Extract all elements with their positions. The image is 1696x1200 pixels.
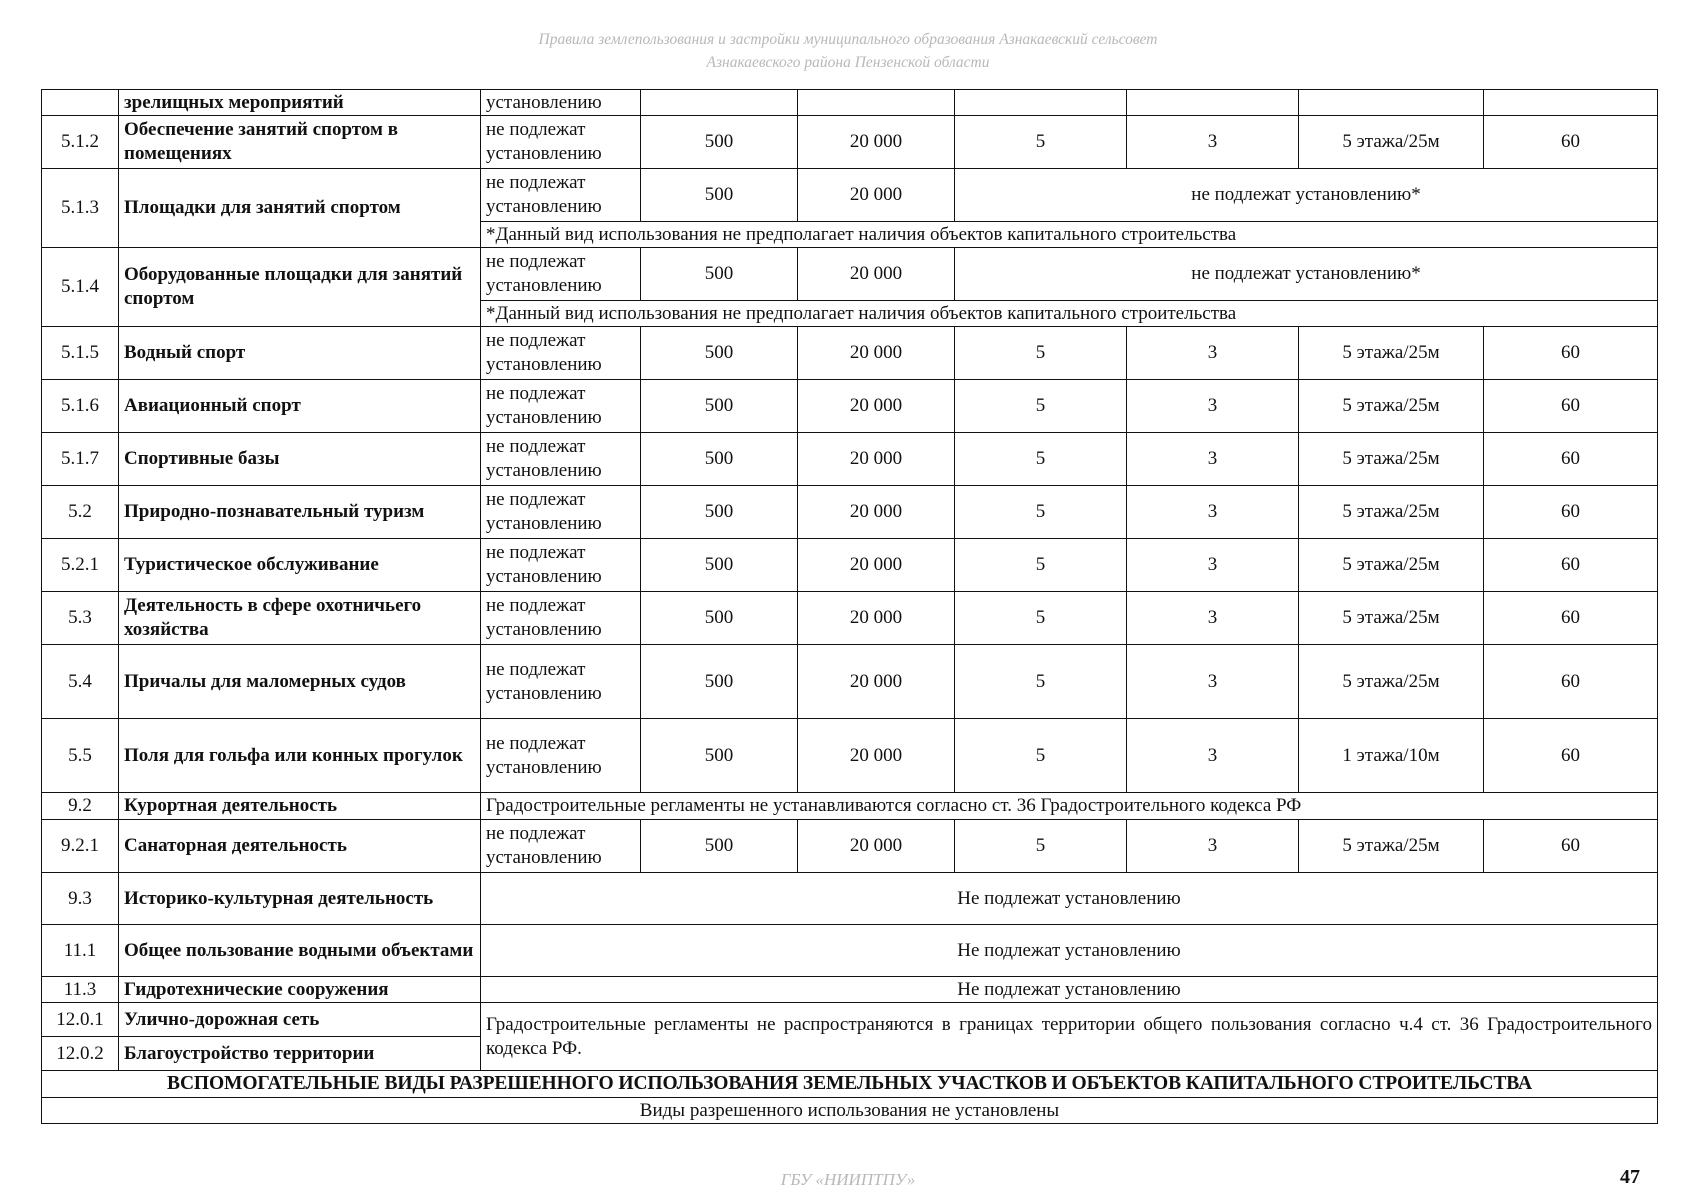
header-line-1: Правила землепользования и застройки муниципального образования Азнакаевский сельсовет xyxy=(538,31,1158,48)
footnote-cell: *Данный вид использования не предполагает наличия объектов капитального строительства xyxy=(481,222,1658,248)
code-cell: 9.3 xyxy=(42,873,119,925)
min-area-cell: не подлежат установлению xyxy=(481,248,641,301)
min-area-cell: не подлежат установлению xyxy=(481,433,641,486)
table-row xyxy=(42,820,1658,873)
code-cell: 12.0.2 xyxy=(42,1037,119,1071)
value-cell: 60 xyxy=(1484,719,1658,793)
value-cell: 5 этажа/25м xyxy=(1299,380,1484,433)
value-cell xyxy=(1484,90,1658,116)
name-cell: Деятельность в сфере охотничьего хозяйства xyxy=(119,592,481,645)
code-cell: 5.1.5 xyxy=(42,327,119,380)
name-cell: Курортная деятельность xyxy=(119,793,481,820)
value-cell xyxy=(955,90,1127,116)
value-cell: 20 000 xyxy=(798,592,955,645)
code-cell: 12.0.1 xyxy=(42,1003,119,1037)
section-note-cell: Виды разрешенного использования не установлены xyxy=(42,1098,1658,1124)
code-cell: 5.1.4 xyxy=(42,248,119,327)
value-cell: 500 xyxy=(641,248,798,301)
table-row xyxy=(42,719,1658,793)
name-cell: Улично-дорожная сеть xyxy=(119,1003,481,1037)
value-cell: 500 xyxy=(641,116,798,169)
table-row xyxy=(42,327,1658,380)
value-cell: 5 xyxy=(955,820,1127,873)
name-cell: Санаторная деятельность xyxy=(119,820,481,873)
value-cell: 60 xyxy=(1484,433,1658,486)
code-cell: 5.1.7 xyxy=(42,433,119,486)
table-row xyxy=(42,539,1658,592)
value-cell: 5 xyxy=(955,539,1127,592)
name-cell: Природно-познавательный туризм xyxy=(119,486,481,539)
value-cell: 60 xyxy=(1484,380,1658,433)
page-number: 47 xyxy=(1620,1166,1640,1188)
value-cell: 60 xyxy=(1484,539,1658,592)
not-established-cell: Не подлежат установлению xyxy=(481,873,1658,925)
value-cell xyxy=(798,90,955,116)
name-cell: Благоустройство территории xyxy=(119,1037,481,1071)
code-cell: 5.5 xyxy=(42,719,119,793)
value-cell: 500 xyxy=(641,592,798,645)
not-established-cell: Не подлежат установлению xyxy=(481,977,1658,1003)
value-cell xyxy=(641,90,798,116)
value-cell: 5 этажа/25м xyxy=(1299,327,1484,380)
name-cell: Спортивные базы xyxy=(119,433,481,486)
value-cell: 3 xyxy=(1127,719,1299,793)
value-cell: 20 000 xyxy=(798,433,955,486)
value-cell xyxy=(1127,90,1299,116)
value-cell: 60 xyxy=(1484,592,1658,645)
code-cell: 11.3 xyxy=(42,977,119,1003)
value-cell: 3 xyxy=(1127,645,1299,719)
table-row xyxy=(42,793,1658,820)
value-cell: 500 xyxy=(641,539,798,592)
footnote-cell: *Данный вид использования не предполагает наличия объектов капитального строительства xyxy=(481,301,1658,327)
table-row xyxy=(42,380,1658,433)
min-area-cell: не подлежат установлению xyxy=(481,327,641,380)
min-area-cell: не подлежат установлению xyxy=(481,645,641,719)
document-header xyxy=(0,28,1696,74)
name-cell: Туристическое обслуживание xyxy=(119,539,481,592)
name-cell: Историко-культурная деятельность xyxy=(119,873,481,925)
name-cell: Причалы для маломерных судов xyxy=(119,645,481,719)
value-cell xyxy=(1299,90,1484,116)
name-cell: Обеспечение занятий спортом в помещениях xyxy=(119,116,481,169)
table-row xyxy=(42,592,1658,645)
value-cell: 20 000 xyxy=(798,116,955,169)
value-cell: 60 xyxy=(1484,116,1658,169)
value-cell: 5 этажа/25м xyxy=(1299,486,1484,539)
code-cell: 5.1.2 xyxy=(42,116,119,169)
section-title: ВСПОМОГАТЕЛЬНЫЕ ВИДЫ РАЗРЕШЕННОГО ИСПОЛЬЗОВАНИЯ ЗЕМЕЛЬНЫХ УЧАСТКОВ И ОБЪЕКТОВ КАПИТАЛЬНОГО СТРОИТЕЛЬСТВА xyxy=(42,1071,1658,1098)
value-cell: 60 xyxy=(1484,327,1658,380)
min-area-cell: не подлежат установлению xyxy=(481,486,641,539)
merged-value-cell: не подлежат установлению* xyxy=(955,169,1658,222)
table-row xyxy=(42,645,1658,719)
table-row xyxy=(42,486,1658,539)
min-area-cell: не подлежат установлению xyxy=(481,539,641,592)
code-cell: 5.2.1 xyxy=(42,539,119,592)
value-cell: 5 этажа/25м xyxy=(1299,645,1484,719)
name-cell: зрелищных мероприятий xyxy=(119,90,481,116)
value-cell: 3 xyxy=(1127,592,1299,645)
table-row xyxy=(42,90,1658,116)
table-row xyxy=(42,248,1658,301)
name-cell: Водный спорт xyxy=(119,327,481,380)
value-cell: 5 xyxy=(955,433,1127,486)
value-cell: 20 000 xyxy=(798,486,955,539)
value-cell: 3 xyxy=(1127,380,1299,433)
value-cell: 5 xyxy=(955,486,1127,539)
value-cell: 1 этажа/10м xyxy=(1299,719,1484,793)
min-area-cell: не подлежат установлению xyxy=(481,380,641,433)
value-cell: 500 xyxy=(641,719,798,793)
min-area-cell: установлению xyxy=(481,90,641,116)
table-row xyxy=(42,1071,1658,1098)
table-row xyxy=(42,977,1658,1003)
value-cell: 5 этажа/25м xyxy=(1299,592,1484,645)
value-cell: 5 xyxy=(955,592,1127,645)
regulation-note-cell: Градостроительные регламенты не устанавливаются согласно ст. 36 Градостроительного кодекса РФ xyxy=(481,793,1658,820)
min-area-cell: не подлежат установлению xyxy=(481,169,641,222)
value-cell: 5 этажа/25м xyxy=(1299,116,1484,169)
value-cell: 500 xyxy=(641,380,798,433)
value-cell: 20 000 xyxy=(798,539,955,592)
min-area-cell: не подлежат установлению xyxy=(481,820,641,873)
code-cell: 5.2 xyxy=(42,486,119,539)
value-cell: 60 xyxy=(1484,820,1658,873)
value-cell: 5 этажа/25м xyxy=(1299,820,1484,873)
value-cell: 5 этажа/25м xyxy=(1299,539,1484,592)
footer-organization: ГБУ «НИИПТПУ» xyxy=(780,1170,916,1189)
value-cell: 20 000 xyxy=(798,719,955,793)
code-cell: 5.1.6 xyxy=(42,380,119,433)
regulations-table xyxy=(41,89,1658,1124)
public-use-note-cell: Градостроительные регламенты не распространяются в границах территории общего пользования согласно ч.4 ст. 36 Градостроительного кодекса РФ. xyxy=(481,1003,1658,1071)
code-cell: 5.1.3 xyxy=(42,169,119,248)
value-cell: 3 xyxy=(1127,327,1299,380)
min-area-cell: не подлежат установлению xyxy=(481,719,641,793)
value-cell: 500 xyxy=(641,433,798,486)
value-cell: 500 xyxy=(641,486,798,539)
value-cell: 60 xyxy=(1484,645,1658,719)
value-cell: 500 xyxy=(641,327,798,380)
code-cell: 9.2 xyxy=(42,793,119,820)
min-area-cell: не подлежат установлению xyxy=(481,592,641,645)
value-cell: 3 xyxy=(1127,433,1299,486)
value-cell: 3 xyxy=(1127,539,1299,592)
value-cell: 20 000 xyxy=(798,248,955,301)
table-row xyxy=(42,873,1658,925)
name-cell: Авиационный спорт xyxy=(119,380,481,433)
name-cell: Общее пользование водными объектами xyxy=(119,925,481,977)
value-cell: 3 xyxy=(1127,820,1299,873)
value-cell: 5 xyxy=(955,327,1127,380)
value-cell: 20 000 xyxy=(798,380,955,433)
table-row xyxy=(42,1098,1658,1124)
header-line-2: Азнакаевского района Пензенской области xyxy=(706,54,990,71)
value-cell: 500 xyxy=(641,645,798,719)
value-cell: 3 xyxy=(1127,486,1299,539)
table-row xyxy=(42,925,1658,977)
value-cell: 500 xyxy=(641,169,798,222)
value-cell: 20 000 xyxy=(798,327,955,380)
name-cell: Гидротехнические сооружения xyxy=(119,977,481,1003)
code-cell: 5.3 xyxy=(42,592,119,645)
code-cell: 5.4 xyxy=(42,645,119,719)
code-cell: 11.1 xyxy=(42,925,119,977)
value-cell: 500 xyxy=(641,820,798,873)
min-area-cell: не подлежат установлению xyxy=(481,116,641,169)
name-cell: Поля для гольфа или конных прогулок xyxy=(119,719,481,793)
value-cell: 20 000 xyxy=(798,645,955,719)
name-cell: Оборудованные площадки для занятий спортом xyxy=(119,248,481,327)
value-cell: 5 xyxy=(955,645,1127,719)
table-row xyxy=(42,1003,1658,1037)
name-cell: Площадки для занятий спортом xyxy=(119,169,481,248)
value-cell: 5 xyxy=(955,116,1127,169)
value-cell: 20 000 xyxy=(798,169,955,222)
table-row xyxy=(42,169,1658,222)
value-cell: 60 xyxy=(1484,486,1658,539)
value-cell: 5 этажа/25м xyxy=(1299,433,1484,486)
value-cell: 3 xyxy=(1127,116,1299,169)
table-row xyxy=(42,433,1658,486)
table-row xyxy=(42,116,1658,169)
value-cell: 5 xyxy=(955,380,1127,433)
value-cell: 5 xyxy=(955,719,1127,793)
value-cell: 20 000 xyxy=(798,820,955,873)
not-established-cell: Не подлежат установлению xyxy=(481,925,1658,977)
merged-value-cell: не подлежат установлению* xyxy=(955,248,1658,301)
code-cell xyxy=(42,90,119,116)
code-cell: 9.2.1 xyxy=(42,820,119,873)
